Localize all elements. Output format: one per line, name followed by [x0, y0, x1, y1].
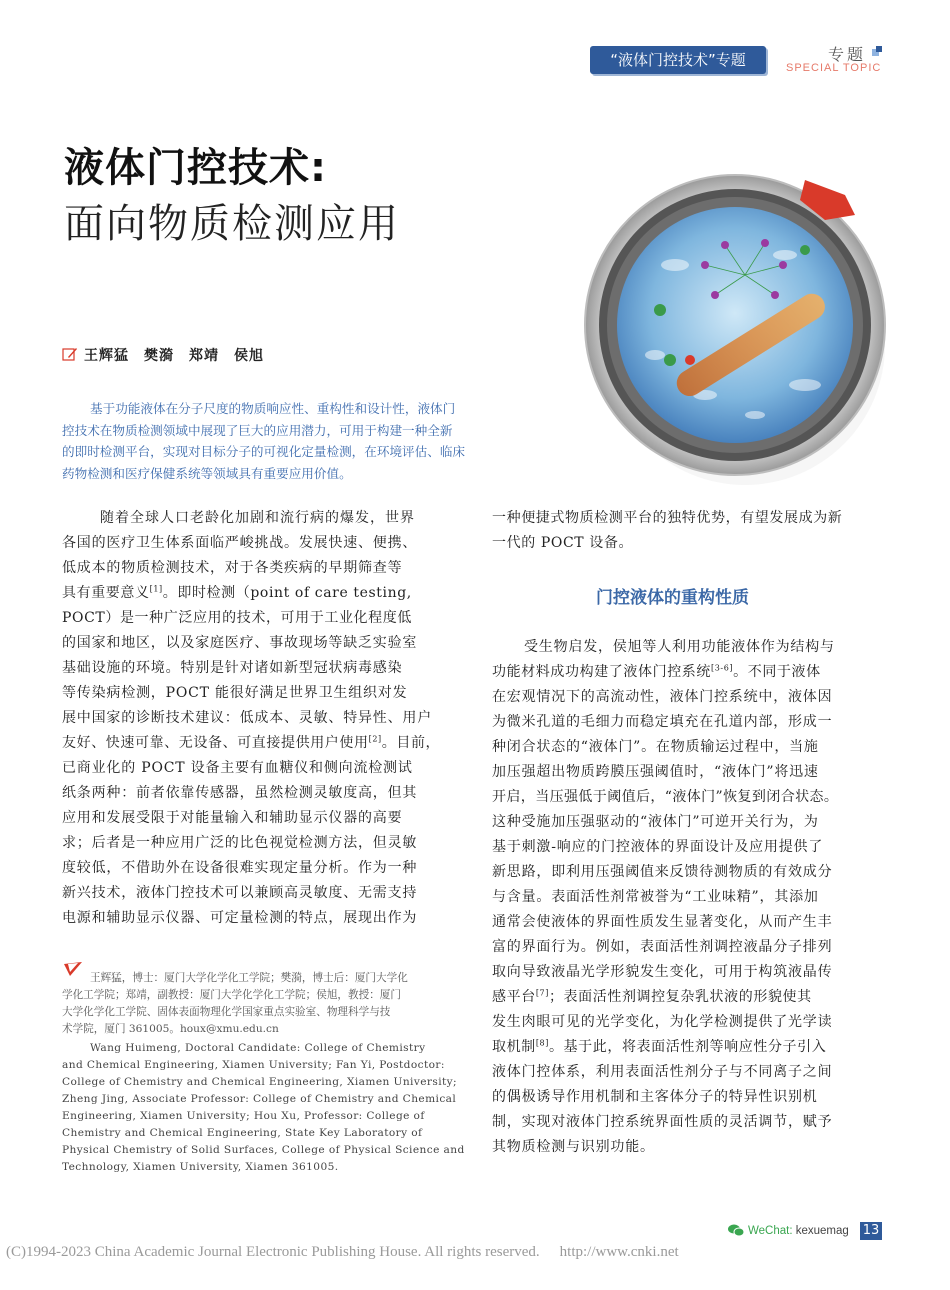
abstract-line: 基于功能液体在分子尺度的物质响应性、重构性和设计性，液体门 [90, 401, 456, 416]
body-line: 为微米孔道的毛细力而稳定填充在孔道内部，形成一 [492, 714, 833, 730]
body-line: 受生物启发，侯旭等人利用功能液体作为结构与 [524, 639, 835, 655]
liquid-gating-illustration [555, 155, 895, 495]
body-line: 等传染病检测，POCT 能很好满足世界卫生组织对发 [62, 685, 408, 701]
body-line: 各国的医疗卫生体系面临严峻挑战。发展快速、便携、 [62, 535, 418, 551]
column-title-en: SPECIAL TOPIC [786, 62, 882, 74]
footnote-line: Physical Chemistry of Solid Surfaces, College of Physical Science and [62, 1144, 465, 1156]
body-line: 低成本的物质检测技术，对于各类疾病的早期筛查等 [62, 560, 403, 576]
wechat-handle [748, 1225, 849, 1237]
body-line: 感平台[7]；表面活性剂调控复杂乳状液的形貌使其 [492, 988, 812, 1005]
body-line: 在宏观情况下的高流动性，液体门控系统中，液体因 [492, 689, 833, 705]
body-line: 通常会使液体的界面性质发生显著变化，从而产生丰 [492, 914, 833, 930]
body-line: 基础设施的环境。特别是针对诸如新型冠状病毒感染 [62, 660, 403, 676]
body-line: 纸条两种：前者依靠传感器，虽然检测灵敏度高，但其 [62, 785, 418, 801]
footnote-line: and Chemical Engineering, Xiamen University; Fan Yi, Postdoctor: [62, 1059, 445, 1071]
body-line: 的偶极诱导作用机制和主客体分子的特异性识别机 [492, 1089, 818, 1105]
body-line: 新兴技术，液体门控技术可以兼顾高灵敏度、无需支持 [62, 885, 418, 901]
cnki-url[interactable]: http://www.cnki.net [559, 1244, 679, 1260]
wechat-id: kexuemag [795, 1225, 849, 1237]
body-line: POCT）是一种广泛应用的技术，可用于工业化程度低 [62, 610, 412, 626]
body-line: 已商业化的 POCT 设备主要有血糖仪和侧向流检测试 [62, 760, 413, 776]
footnote-line: 王辉猛，博士：厦门大学化学化工学院；樊漪，博士后：厦门大学化 [90, 972, 408, 984]
body-line: 取机制[8]。基于此，将表面活性剂等响应性分子引入 [492, 1038, 827, 1055]
body-line: 的国家和地区，以及家庭医疗、事故现场等缺乏实验室 [62, 635, 418, 651]
section-heading: 门控液体的重构性质 [596, 588, 749, 608]
body-line: 一代的 POCT 设备。 [492, 535, 634, 551]
footnote-line: College of Chemistry and Chemical Engineering, Xiamen University; [62, 1076, 458, 1088]
wechat-label: WeChat: [748, 1225, 793, 1237]
body-line: 应用和发展受限于对能量输入和辅助显示仪器的高要 [62, 810, 403, 826]
body-line: 求；后者是一种应用广泛的比色视觉检测方法，但灵敏 [62, 835, 418, 851]
footnote-line: 学化工学院；郑靖，副教授：厦门大学化学化工学院；侯旭，教授：厦门 [62, 989, 401, 1001]
liquid-chamber [617, 207, 853, 443]
footnote-line: Engineering, Xiamen University; Hou Xu, Professor: College of [62, 1110, 425, 1122]
footnote-line: Zheng Jing, Associate Professor: College of Chemistry and Chemical [62, 1093, 457, 1105]
body-line: 与含量。表面活性剂常被誉为“工业味精”，其添加 [492, 889, 819, 905]
body-line: 展中国家的诊断技术建议：低成本、灵敏、特异性、用户 [62, 710, 432, 726]
body-line: 取向导致液晶光学形貌发生变化，可用于构筑液晶传 [492, 964, 833, 980]
body-line: 加压强超出物质跨膜压强阈值时，“液体门”将迅速 [492, 764, 819, 780]
body-line: 新思路，即利用压强阈值来反馈待测物质的有效成分 [492, 864, 833, 880]
wechat-icon [728, 1224, 744, 1237]
footnote-line: 大学化学化工学院、固体表面物理化学国家重点实验室、物理科学与技 [62, 1006, 391, 1018]
body-line: 功能材料成功构建了液体门控系统[3-6]。不同于液体 [492, 663, 821, 680]
body-line: 电源和辅助显示仪器、可定量检测的特点，展现出作为 [62, 910, 418, 926]
pen-icon [62, 346, 78, 362]
body-line: 种闭合状态的“液体门”。在物质输运过程中，当施 [492, 739, 819, 755]
body-line: 其物质检测与识别功能。 [492, 1139, 655, 1155]
article-title-line1: 液体门控技术: [64, 145, 327, 191]
footnote-line: Technology, Xiamen University, Xiamen 361005. [62, 1161, 339, 1173]
body-line: 发生肉眼可见的光学变化，为化学检测提供了光学读 [492, 1014, 833, 1030]
body-line: 液体门控体系，利用表面活性剂分子与不同离子之间 [492, 1064, 833, 1080]
body-line: 制，实现对液体门控系统界面性质的灵活调节，赋予 [492, 1114, 833, 1130]
abstract [62, 398, 492, 484]
page-number: 13 [860, 1222, 882, 1240]
body-line: 开启，当压强低于阈值后，“液体门”恢复到闭合状态。 [492, 789, 839, 805]
abstract-line: 药物检测和医疗保健系统等领域具有重要应用价值。 [62, 465, 352, 481]
topic-tag: “液体门控技术”专题 [590, 46, 766, 74]
body-line: 一种便捷式物质检测平台的独特优势，有望发展成为新 [492, 510, 843, 526]
footnote-line: Wang Huimeng, Doctoral Candidate: College of Chemistry [90, 1042, 426, 1054]
square-icon [872, 46, 882, 56]
body-line: 这种受施加压强驱动的“液体门”可逆开关行为，为 [492, 814, 819, 830]
body-line: 富的界面行为。例如，表面活性剂调控液晶分子排列 [492, 939, 833, 955]
copyright: (C)1994-2023 China Academic Journal Electronic Publishing House. All rights reserved. http://www.cnki.net [6, 1244, 679, 1260]
authors: 王辉猛 樊漪 郑靖 侯旭 [84, 348, 264, 364]
footnote-line: 术学院，厦门 361005。houx@xmu.edu.cn [62, 1023, 279, 1035]
article-title-line2: 面向物质检测应用 [64, 201, 400, 247]
abstract-line: 控技术在物质检测领域中展现了巨大的应用潜力，可用于构建一种全新 [62, 422, 453, 438]
body-line: 具有重要意义[1]。即时检测（point of care testing, [62, 584, 412, 601]
body-line: 基于刺激-响应的门控液体的界面设计及应用提供了 [492, 839, 824, 855]
footnote-line: Chemistry and Chemical Engineering, State Key Laboratory of [62, 1127, 423, 1139]
footnote-flag-icon [64, 962, 82, 976]
body-line: 友好、快速可靠、无设备、可直接提供用户使用[2]。目前， [62, 734, 441, 751]
body-line: 度较低，不借助外在设备很难实现定量分析。作为一种 [62, 860, 418, 876]
body-line: 随着全球人口老龄化加剧和流行病的爆发，世界 [100, 510, 415, 526]
abstract-line: 的即时检测平台，实现对目标分子的可视化定量检测，在环境评估、临床 [62, 444, 465, 459]
column-title: 专题 [828, 45, 867, 64]
